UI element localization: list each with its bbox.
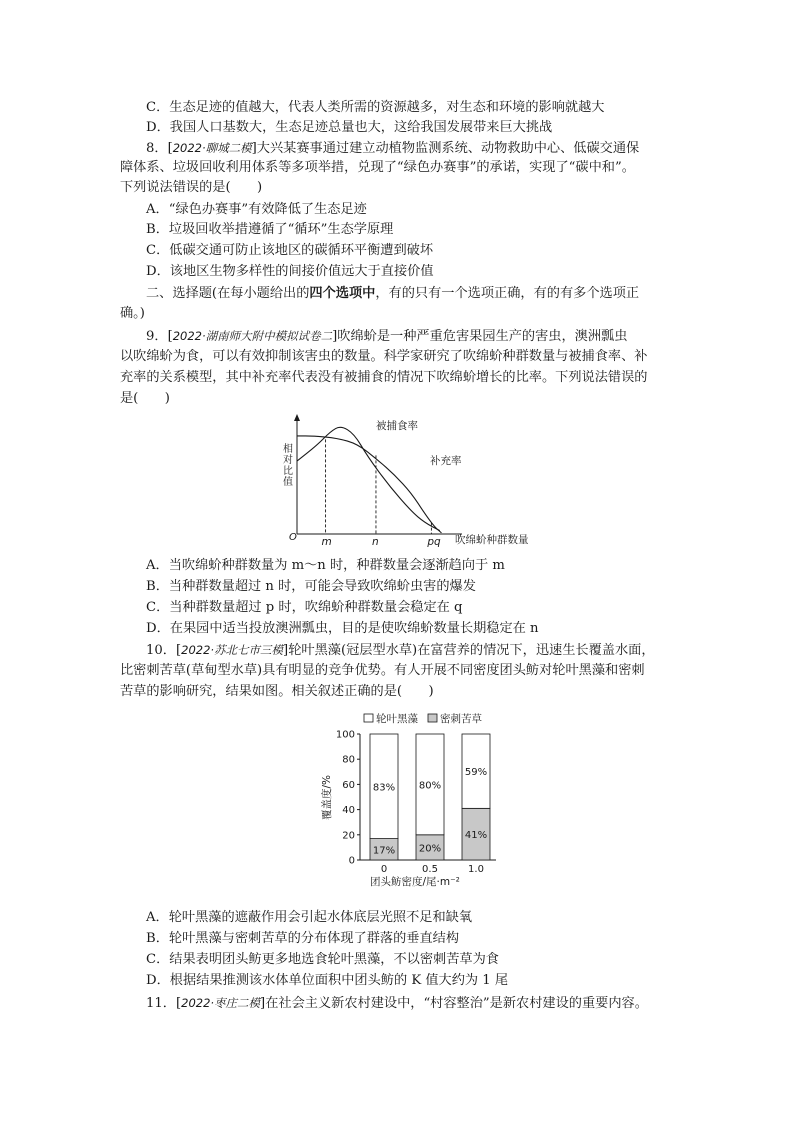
y-axis-arrow <box>294 414 300 421</box>
y-tick-label: 0 <box>348 855 355 867</box>
y-tick-label: 20 <box>342 830 355 842</box>
q9-stem-line3: 充率的关系模型，其中补充率代表没有被捕食的情况下吹绵蚧增长的比率。下列说法错误的 <box>120 370 648 385</box>
q8-source: 2022·聊城二模 <box>172 141 252 155</box>
q9-stem-line2: 以吹绵蚧为食，可以有效抑制该害虫的数量。科学家研究了吹绵蚧种群数量与被捕食率、补 <box>120 349 648 364</box>
q10-option-d: D．根据结果推测该水体单位面积中团头鲂的 K 值大约为 1 尾 <box>146 973 509 988</box>
q8-option-b: B．垃圾回收举措遵循了“循环”生态学原理 <box>146 222 394 237</box>
q8-option-d: D．该地区生物多样性的间接价值远大于直接价值 <box>146 264 434 279</box>
q8-text: ]大兴某赛事通过建立动植物监测系统、动物救助中心、低碳交通保 <box>251 141 640 156</box>
q8-option-a: A．“绿色办赛事”有效降低了生态足迹 <box>146 202 367 217</box>
y-tick-label: 100 <box>335 729 355 741</box>
y-axis-label: 覆盖度/% <box>321 774 333 820</box>
legend <box>364 712 482 725</box>
x-tick-label: 0 <box>380 864 388 875</box>
q9-stem-line4: 是( ) <box>120 391 170 406</box>
y-tick-label: 40 <box>342 805 355 817</box>
legend-label: 密刺苦草 <box>440 713 482 725</box>
q10-option-a: A．轮叶黑藻的遮蔽作用会引起水体底层光照不足和缺氧 <box>146 910 473 925</box>
q11-number: 11．[ <box>146 996 182 1011</box>
q9-text: ]吹绵蚧是一种严重危害果园生产的害虫，澳洲瓢虫 <box>332 329 628 344</box>
x-tick-labels <box>322 536 442 548</box>
q9-source: 2022·湖南师大附中模拟试卷二 <box>172 329 333 343</box>
option-d-prev: D．我国人口基数大，生态足迹总量也大，这给我国发展带来巨大挑战 <box>146 120 553 135</box>
y-tick-labels <box>336 730 360 867</box>
x-tick-labels <box>381 864 484 875</box>
q8-stem-line2: 障体系、垃圾回收利用体系等多项举措，兑现了“绿色办赛事”的承诺，实现了“碳中和”。 <box>120 160 635 175</box>
q11-text: ]在社会主义新农村建设中，“村容整治”是新农村建设的重要内容。 <box>260 996 648 1011</box>
bar-data-label: 20% <box>418 843 442 855</box>
option-c-prev: C．生态足迹的值越大，代表人类所需的资源越多，对生态和环境的影响就越大 <box>146 100 605 115</box>
section2-text-a: 二、选择题(在每小题给出的 <box>146 286 310 301</box>
legend-label: 轮叶黑藻 <box>376 713 418 725</box>
q9-number: 9．[ <box>146 329 173 344</box>
legend-swatch <box>428 714 437 722</box>
bar-data-label: 80% <box>418 780 442 792</box>
x-tick-label: n <box>371 536 379 548</box>
q9-option-a: A．当吹绵蚧种群数量为 m～n 时，种群数量会逐渐趋向于 m <box>146 558 505 573</box>
q10-number: 10．[ <box>146 643 182 658</box>
q9-line-chart <box>280 412 550 552</box>
x-axis-label: 团头鲂密度/尾·m⁻² <box>370 876 460 888</box>
y-axis-label-char: 比 <box>283 466 293 477</box>
y-axis-label-char: 对 <box>283 455 293 466</box>
y-tick-label: 80 <box>342 754 355 766</box>
section2-heading <box>146 284 639 304</box>
q11-stem-line1 <box>146 993 648 1014</box>
legend-swatch <box>364 714 373 722</box>
q9-option-c: C．当种群数量超过 p 时，吹绵蚧种群数量会稳定在 q <box>146 600 463 615</box>
label-predation-rate: 被捕食率 <box>376 420 418 432</box>
y-tick-label: 60 <box>342 779 355 791</box>
bars <box>370 734 490 860</box>
q8-stem-line3: 下列说法错误的是( ) <box>120 180 263 195</box>
q10-option-c: C．结果表明团头鲂更多地选食轮叶黑藻，不以密刺苦草为食 <box>146 952 499 967</box>
q10-bar-chart <box>318 708 518 888</box>
q10-stem-line1 <box>146 640 655 661</box>
q9-option-d: D．在果园中适当投放澳洲瓢虫，目的是使吹绵蚧数量长期稳定在 n <box>146 621 539 636</box>
origin-label: O <box>289 532 297 543</box>
section2-bold: 四个选项中 <box>309 286 376 301</box>
q8-option-c: C．低碳交通可防止该地区的碳循环平衡遭到破坏 <box>146 243 434 258</box>
x-tick-label: pq <box>427 536 441 548</box>
section2-text-b: ，有的只有一个选项正确，有的有多个选项正 <box>375 286 640 301</box>
q10-stem-line2: 比密刺苦草(草甸型水草)具有明显的竞争优势。有人开展不同密度团头鲂对轮叶黑藻和密刺 <box>120 663 645 678</box>
q10-stem-line3: 苦草的影响研究，结果如图。相关叙述正确的是( ) <box>120 684 434 699</box>
y-axis-label-char: 值 <box>283 477 293 488</box>
q9-option-b: B．当种群数量超过 n 时，可能会导致吹绵蚧虫害的爆发 <box>146 579 476 594</box>
x-tick-label: m <box>321 536 332 548</box>
bar-data-label: 83% <box>372 782 396 794</box>
q10-text: ]轮叶黑藻(冠层型水草)在富营养的情况下，迅速生长覆盖水面， <box>283 643 655 658</box>
q9-stem-line1 <box>146 326 627 347</box>
q8-stem-line1 <box>146 138 639 159</box>
x-axis-label: 吹绵蚧种群数量 <box>455 534 529 546</box>
section2-heading-line2: 确。) <box>120 306 145 321</box>
q10-source: 2022·苏北七市三模 <box>181 643 284 657</box>
label-replenish-rate: 补充率 <box>430 455 462 467</box>
x-tick-label: 1.0 <box>468 864 484 875</box>
x-tick-label: 0.5 <box>422 864 438 875</box>
bar-data-label: 17% <box>372 845 396 857</box>
q8-number: 8．[ <box>146 141 173 156</box>
bar-data-label: 59% <box>464 767 488 779</box>
series-predation-rate <box>297 427 440 530</box>
q11-source: 2022·枣庄二模 <box>181 996 261 1010</box>
q10-option-b: B．轮叶黑藻与密刺苦草的分布体现了群落的垂直结构 <box>146 931 460 946</box>
dashed-guides <box>326 439 432 534</box>
y-axis-label-char: 相 <box>283 444 293 455</box>
bar-data-label: 41% <box>464 830 488 842</box>
